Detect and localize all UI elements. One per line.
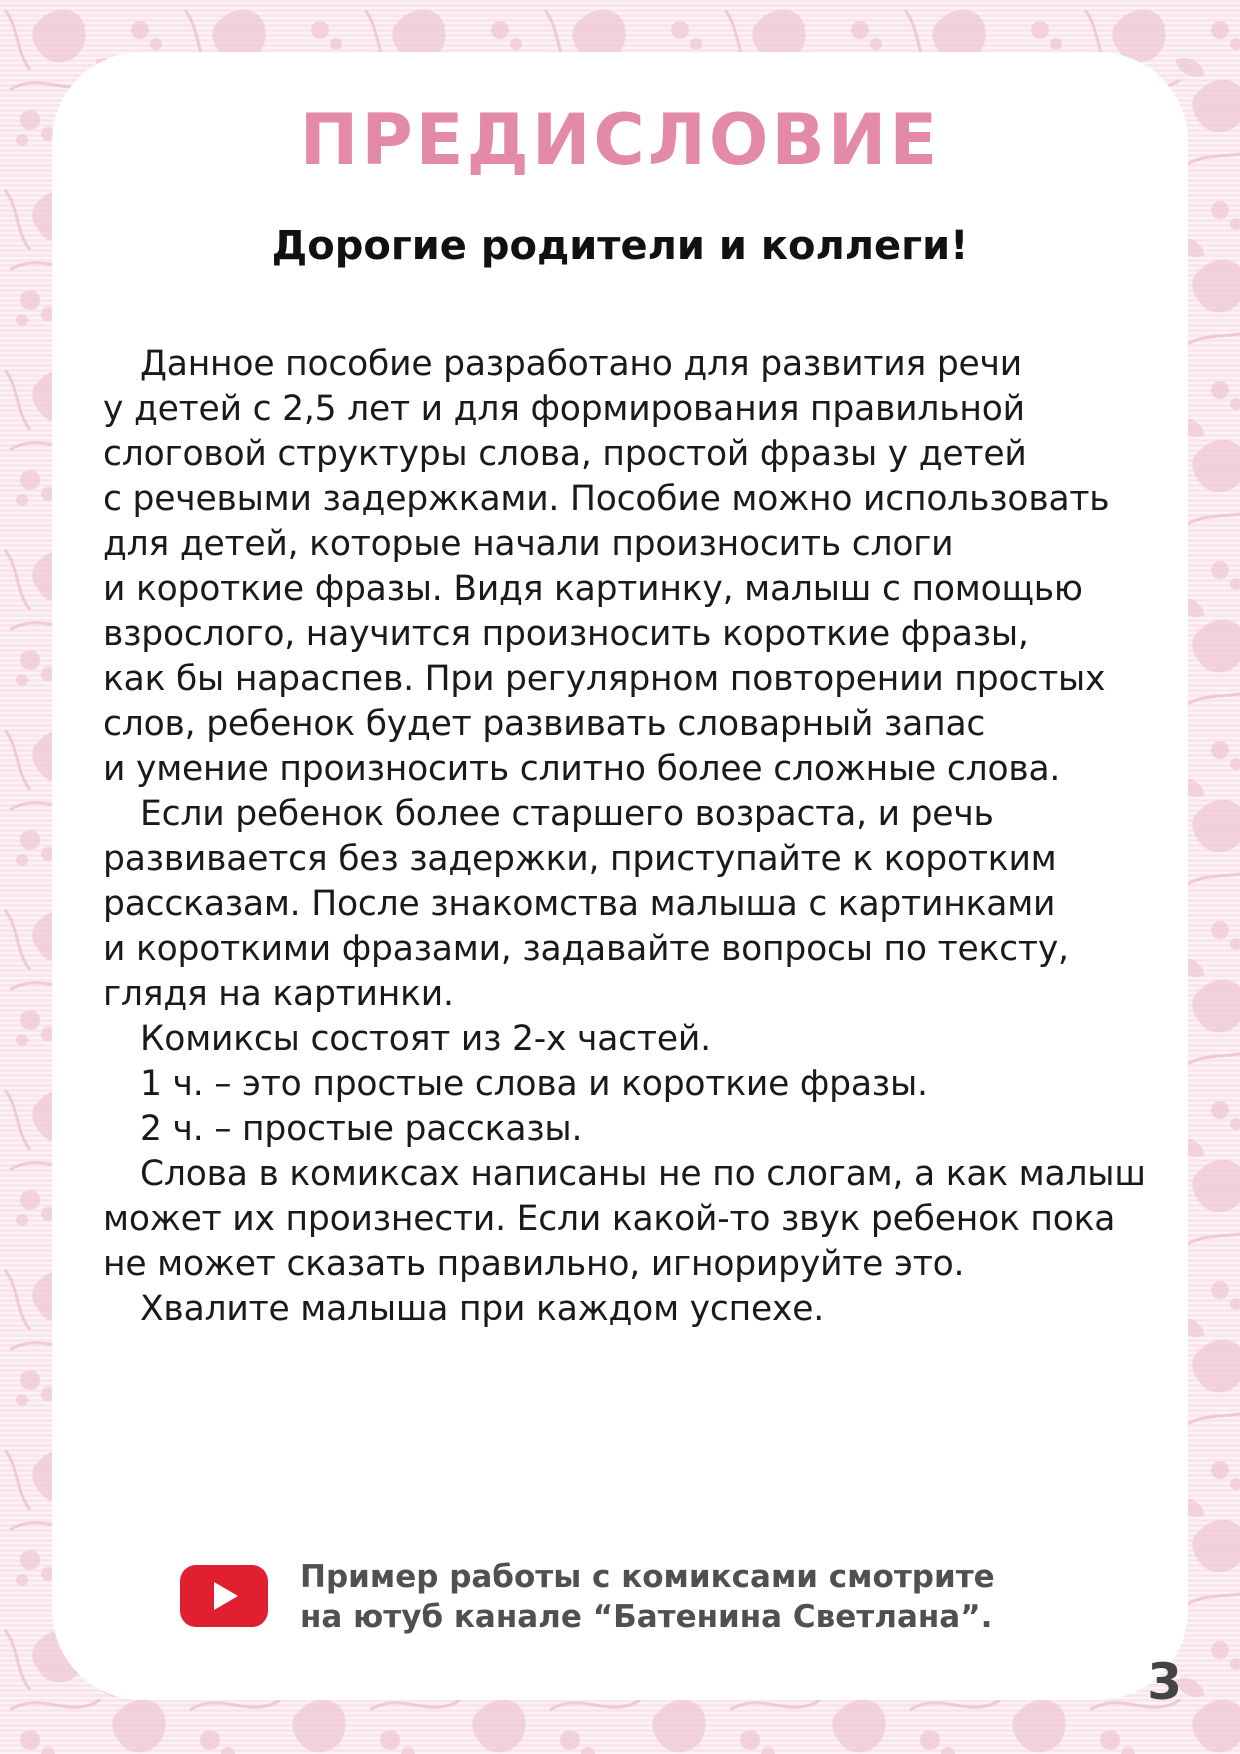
youtube-note (180, 1557, 1060, 1637)
youtube-note-text (300, 1557, 995, 1637)
text-line: и короткие фразы. Видя картинку, малыш с помощью (103, 569, 1083, 609)
page-subtitle: Дорогие родители и коллеги! (271, 223, 969, 269)
text-line: глядя на картинки. (103, 974, 454, 1014)
text-line: с речевыми задержками. Пособие можно использовать (103, 479, 1110, 519)
text-line: Если ребенок более старшего возраста, и речь (140, 794, 994, 834)
paragraph (103, 1062, 1183, 1107)
text-line: и короткими фразами, задавайте вопросы по тексту, (103, 929, 1069, 969)
text-line: рассказам. После знакомства малыша с картинками (103, 884, 1056, 924)
text-line: 2 ч. – простые рассказы. (140, 1109, 583, 1149)
text-line: Хвалите малыша при каждом успехе. (140, 1289, 825, 1329)
youtube-note-line: на ютуб канале “Батенина Светлана”. (300, 1599, 993, 1635)
text-line: не может сказать правильно, игнорируйте это. (103, 1244, 965, 1284)
paragraph (103, 1107, 1183, 1152)
text-line: Слова в комиксах написаны не по слогам, а как малыш (140, 1154, 1146, 1194)
text-line: для детей, которые начали произносить слоги (103, 524, 954, 564)
text-line: 1 ч. – это простые слова и короткие фразы. (140, 1064, 928, 1104)
paragraph (103, 792, 1183, 1017)
text-line: может их произнести. Если какой-то звук ребенок пока (103, 1199, 1116, 1239)
foreword-body (103, 342, 1183, 1332)
paragraph (103, 342, 1183, 792)
text-line: слов, ребенок будет развивать словарный запас (103, 704, 986, 744)
text-line: Комиксы состоят из 2-х частей. (140, 1019, 711, 1059)
text-line: взрослого, научится произносить короткие фразы, (103, 614, 1029, 654)
page-number: 3 (1147, 1653, 1182, 1711)
paragraph (103, 1017, 1183, 1062)
text-line: как бы нараспев. При регулярном повторении простых (103, 659, 1106, 699)
youtube-note-line: Пример работы с комиксами смотрите (300, 1559, 995, 1595)
text-line: у детей с 2,5 лет и для формирования правильной (103, 389, 1025, 429)
text-line: развивается без задержки, приступайте к коротким (103, 839, 1057, 879)
paragraph (103, 1152, 1183, 1287)
page-title: ПРЕДИСЛОВИЕ (299, 99, 941, 181)
youtube-icon[interactable] (180, 1565, 268, 1627)
paragraph (103, 1287, 1183, 1332)
text-line: Данное пособие разработано для развития речи (140, 344, 1022, 384)
text-line: и умение произносить слитно более сложные слова. (103, 749, 1061, 789)
text-line: слоговой структуры слова, простой фразы у детей (103, 434, 1027, 474)
